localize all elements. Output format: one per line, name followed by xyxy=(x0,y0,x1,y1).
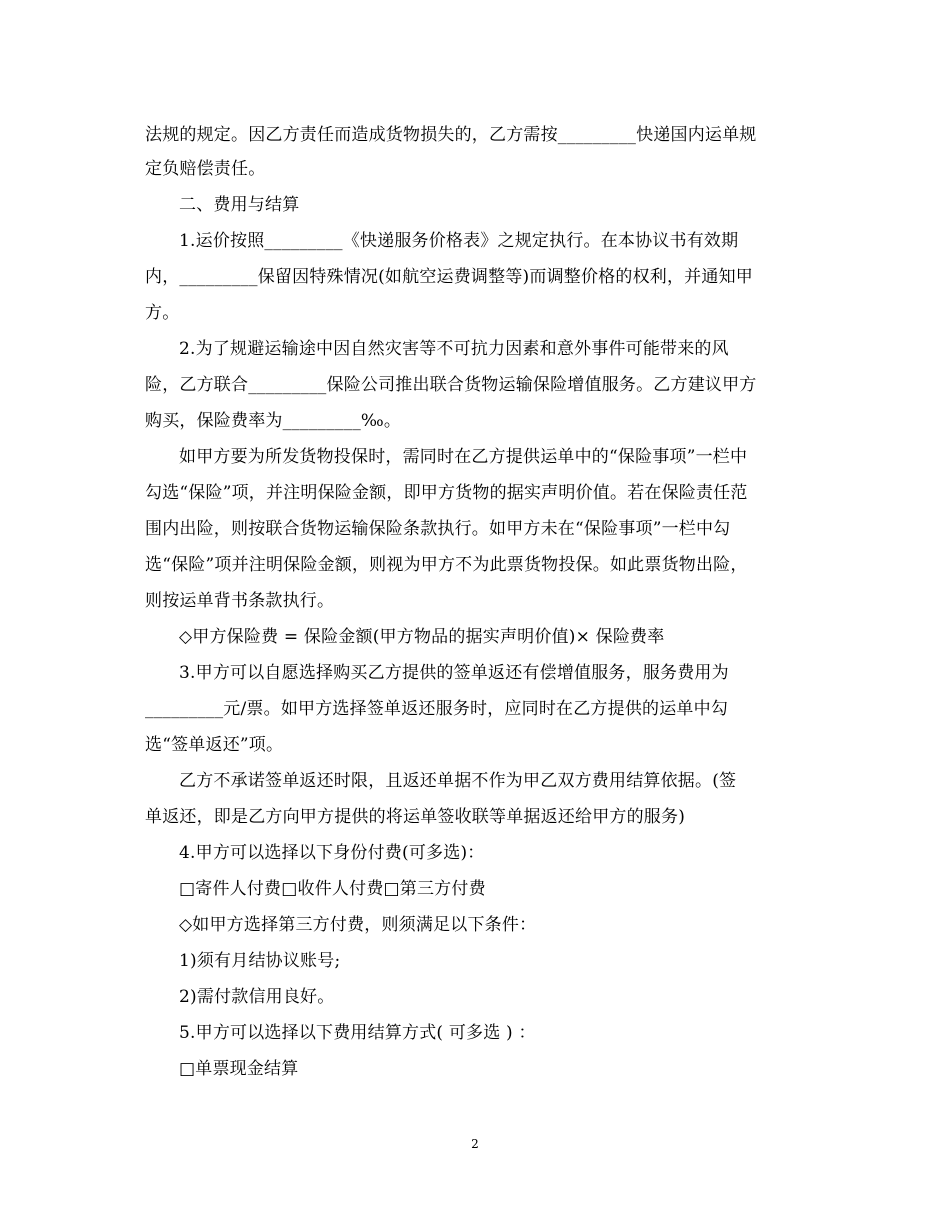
text-line: 内，_________保留因特殊情况(如航空运费调整等)而调整价格的权利，并通知甲 xyxy=(145,267,753,287)
text-line: 围内出险，则按联合货物运输保险条款执行。如甲方未在“保险事项”一栏中勾 xyxy=(145,519,731,539)
text-line: 勾选“保险”项，并注明保险金额，即甲方货物的据实声明价值。若在保险责任范 xyxy=(145,483,748,503)
text-line: 如甲方要为所发货物投保时，需同时在乙方提供运单中的“保险事项”一栏中 xyxy=(179,447,748,467)
text-line: 2.为了规避运输途中因自然灾害等不可抗力因素和意外事件可能带来的风 xyxy=(179,339,729,359)
list-item: 2)需付款信用良好。 xyxy=(179,987,335,1007)
text-line: _________元/票。如甲方选择签单返还服务时，应同时在乙方提供的运单中勾 xyxy=(145,699,729,719)
text-line: 5.甲方可以选择以下费用结算方式( 可多选 ) ： xyxy=(179,1023,536,1043)
text-line: 则按运单背书条款执行。 xyxy=(145,591,335,611)
text-line: 1.运价按照_________《快递服务价格表》之规定执行。在本协议书有效期 xyxy=(179,231,739,251)
formula-line: ◇甲方保险费 = 保险金额(甲方物品的据实声明价值)× 保险费率 xyxy=(179,627,665,647)
text-line: 定负赔偿责任。 xyxy=(145,159,266,179)
text-line: 险，乙方联合_________保险公司推出联合货物运输保险增值服务。乙方建议甲方 xyxy=(145,375,757,395)
checkbox-options-line: □寄件人付费□收件人付费□第三方付费 xyxy=(179,879,486,899)
text-line: 乙方不承诺签单返还时限，且返还单据不作为甲乙双方费用结算依据。(签 xyxy=(179,771,737,791)
checkbox-options-line: □单票现金结算 xyxy=(179,1059,299,1079)
page-number: 2 xyxy=(471,1137,479,1151)
text-line: 4.甲方可以选择以下身份付费(可多选)： xyxy=(179,843,485,863)
text-line: 选“保险”项并注明保险金额，则视为甲方不为此票货物投保。如此票货物出险， xyxy=(145,555,748,575)
section-heading: 二、费用与结算 xyxy=(179,195,300,215)
list-item: 1)须有月结协议账号; xyxy=(179,951,341,971)
text-line: 方。 xyxy=(145,303,180,323)
text-line: 单返还，即是乙方向甲方提供的将运单签收联等单据返还给甲方的服务) xyxy=(145,807,686,827)
text-line: ◇如甲方选择第三方付费，则须满足以下条件： xyxy=(179,915,537,935)
text-line: 3.甲方可以自愿选择购买乙方提供的签单返还有偿增值服务，服务费用为 xyxy=(179,663,729,683)
text-line: 购买，保险费率为_________‰。 xyxy=(145,411,402,431)
text-line: 选“签单返还”项。 xyxy=(145,735,284,755)
text-line: 法规的规定。因乙方责任而造成货物损失的，乙方需按_________快递国内运单规 xyxy=(145,125,757,145)
